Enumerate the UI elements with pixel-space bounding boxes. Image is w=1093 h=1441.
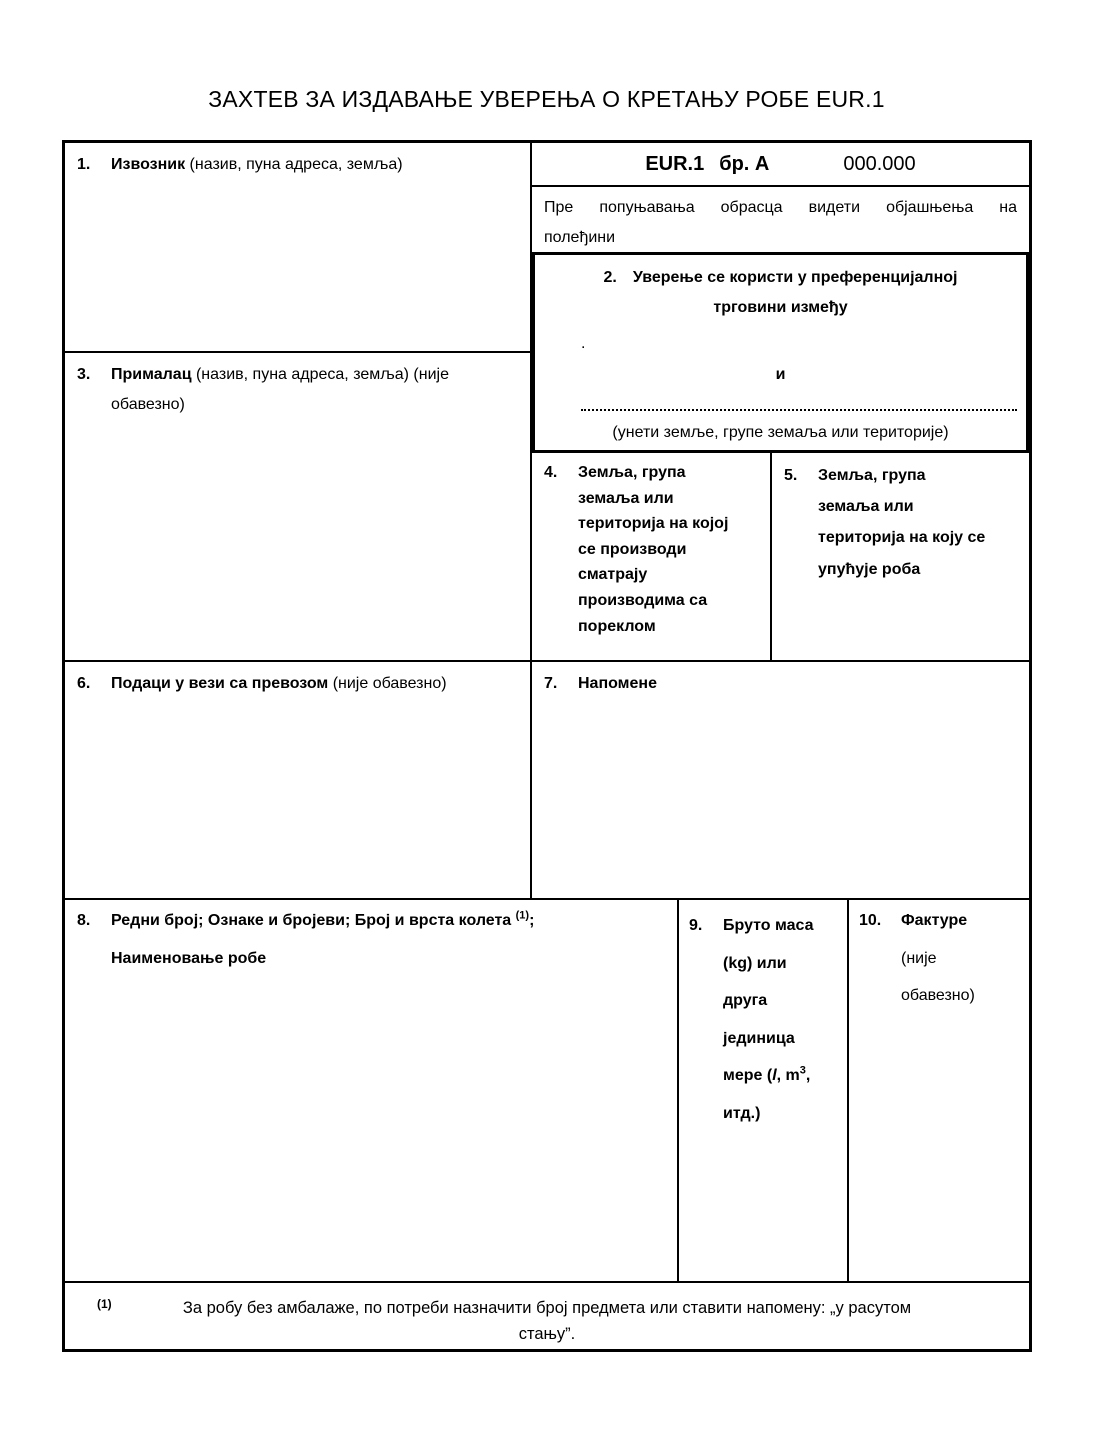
page-title: ЗАХТЕВ ЗА ИЗДАВАЊЕ УВЕРЕЊА О КРЕТАЊУ РОБЕ EUR.1: [208, 86, 885, 112]
cell-line: Фактуре: [901, 912, 968, 929]
cell-line: територија на којој: [578, 515, 729, 533]
form-table: [62, 140, 1032, 1352]
cell-5-destination-country: [772, 453, 1029, 662]
cell-line: итд.): [723, 1104, 761, 1122]
cell-2-heading-line2: трговини између: [713, 299, 848, 317]
cell-3-consignee: [65, 353, 532, 662]
cell-number: 5.: [784, 467, 798, 484]
cell-6-transport-details: [65, 662, 532, 900]
cell-number: 8.: [77, 912, 91, 929]
cell-7-label: Напомене: [578, 675, 657, 692]
note-line-1: Пре попуњавања обрасца видети објашњења на: [544, 199, 1017, 216]
unit-liter-italic: l: [772, 1067, 777, 1085]
cell-eur1-number: [532, 143, 1029, 187]
cell-2-dotted-fill-line: [581, 409, 1017, 411]
cell-10-label: [901, 902, 1019, 1015]
cell-line: земаља или: [818, 498, 914, 516]
cell-number: 4.: [544, 464, 558, 481]
cell-line: Земља, група: [578, 464, 686, 481]
cell-10-invoices: [849, 900, 1029, 1283]
eur1-serial-number: 000.000: [843, 153, 916, 175]
cell-2-heading: 2. Уверење се користи у преференцијалној: [535, 263, 1026, 293]
cell-number: 3.: [77, 366, 91, 383]
cell-number: 2.: [603, 269, 617, 286]
cell-8-label: [111, 902, 667, 977]
cell-line: упућује роба: [818, 560, 921, 578]
cell-line: Бруто маса: [723, 917, 814, 934]
footnote-ref-superscript: (1): [515, 909, 530, 922]
footnote-ref: (1): [97, 1297, 112, 1311]
cell-4-origin-country: [532, 453, 772, 662]
eur1-number-label: бр. А: [719, 153, 770, 175]
cell-line: пореклом: [578, 617, 656, 635]
cell-3-label: Прималац (назив, пуна адреса, земља) (није обавезно): [111, 366, 449, 414]
cell-5-label: [818, 460, 1019, 585]
cell-4-label: [578, 460, 760, 639]
cell-6-label: Подаци у вези са превозом (није обавезно): [111, 675, 447, 692]
cell-number: 1.: [77, 156, 91, 173]
cell-line: друга: [723, 992, 768, 1010]
cell-line: обавезно): [901, 987, 975, 1005]
cell-1-exporter: [65, 143, 532, 353]
cell-line: (није: [901, 949, 937, 967]
cell-line: Наименовање робе: [111, 949, 267, 967]
cell-line: се производи: [578, 540, 687, 558]
cell-line-units: мере (l, $m^3$,: [723, 1065, 811, 1085]
cell-line: (kg) или: [723, 954, 787, 972]
cell-line: сматрају: [578, 566, 648, 584]
cell-7-remarks: [532, 662, 1029, 900]
cubic-superscript: 3: [799, 1065, 806, 1078]
cell-1-label: Извозник (назив, пуна адреса, земља): [111, 156, 403, 173]
footnote-row: [65, 1283, 1029, 1349]
cell-2-and: и: [775, 365, 786, 383]
cell-2-placeholder-dot: .: [581, 334, 586, 352]
cell-number: 7.: [544, 675, 558, 692]
footnote-text: За робу без амбалаже, по потреби назначити број предмета или ставити напомену: „у расутом стању”.: [182, 1299, 912, 1343]
note-line-2: полеђини: [544, 229, 616, 247]
cell-line: Редни број; Ознаке и бројеви; Број и врста колета $^{(1)}$;: [111, 909, 535, 929]
cell-note-overleaf: [532, 187, 1029, 252]
cell-line: производима са: [578, 591, 708, 609]
eur1-code: EUR.1: [645, 153, 705, 175]
cell-number: 6.: [77, 675, 91, 692]
cell-2-preferential-trade: [532, 252, 1029, 453]
cell-8-goods-description: [65, 900, 679, 1283]
cell-line: Земља, група: [818, 467, 926, 484]
cell-9-gross-mass: [679, 900, 849, 1283]
cell-2-hint: (унети земље, групе земаља или територије): [612, 424, 949, 442]
cell-line: јединица: [723, 1029, 795, 1047]
cell-line: земаља или: [578, 489, 674, 507]
cell-line: територија на коју се: [818, 529, 986, 547]
cell-number: 10.: [859, 912, 882, 929]
cell-9-label: [723, 907, 837, 1133]
cell-number: 9.: [689, 917, 703, 934]
